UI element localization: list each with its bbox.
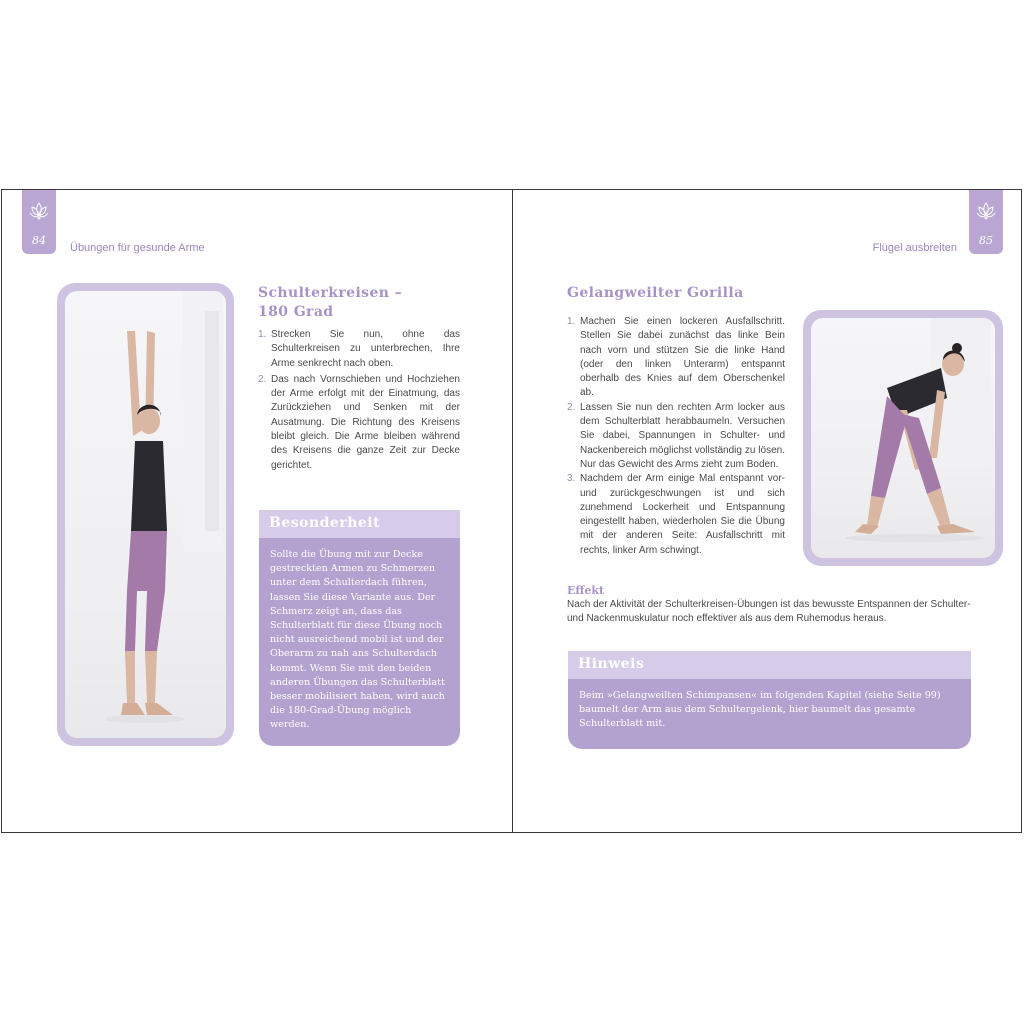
exercise-steps xyxy=(258,328,460,473)
box-heading-bar xyxy=(259,510,460,538)
page-number: 84 xyxy=(32,234,46,247)
exercise-title: Gelangweilter Gorilla xyxy=(567,285,744,301)
exercise-photo-frame xyxy=(57,283,234,746)
box-heading: Hinweis xyxy=(578,656,645,672)
step-number: 1. xyxy=(567,316,576,327)
step-item xyxy=(567,472,785,558)
step-item xyxy=(258,328,460,371)
step-number: 2. xyxy=(567,401,576,413)
page-tab-left xyxy=(22,190,56,254)
exercise-steps xyxy=(567,315,785,558)
step-text: Nachdem der Arm einige Mal entspannt vor- und zurückgeschwungen ist und sich zunehmend Lockerheit und Entspannung eingestellt haben, wiederholen Sie die Übung mit der anderen Seite: Ausfallschritt mit rechts, linker Arm schwingt. xyxy=(580,473,785,556)
step-text: Lassen Sie nun den rechten Arm locker aus dem Schulterblatt herabbaumeln. Versuchen Sie dabei, Spannungen in Schulter- und Nackenbereich möglichst vollständig zu lösen. Nur das Gewicht des Arms zieht zum Boden. xyxy=(580,401,785,470)
exercise-title-line-1: Schulterkreisen – xyxy=(258,285,403,301)
hinweis-box xyxy=(568,651,971,749)
exercise-title xyxy=(258,284,458,322)
step-item xyxy=(567,315,785,401)
exercise-title-line-2: 180 Grad xyxy=(258,304,334,320)
lotus-icon xyxy=(28,200,50,222)
box-heading-bar xyxy=(568,651,971,679)
woman-arms-raised-figure xyxy=(65,291,226,738)
left-page xyxy=(2,190,513,832)
exercise-photo xyxy=(811,318,995,558)
exercise-photo-frame xyxy=(803,310,1003,566)
lotus-icon xyxy=(975,200,997,222)
step-number: 1. xyxy=(258,329,267,340)
woman-lunge-figure xyxy=(811,318,995,558)
step-item xyxy=(567,401,785,472)
step-item xyxy=(258,373,460,473)
running-head: Flügel ausbreiten xyxy=(872,242,957,254)
box-text: Beim »Gelangweilten Schimpansen« im folgenden Kapitel (siehe Seite 99) baumelt der Arm aus dem Schultergelenk, hier baumelt das gesamte Schulterblatt mit. xyxy=(579,690,941,730)
step-text: Strecken Sie nun, ohne das Schulterkreisen zu unterbrechen, Ihre Arme senkrecht nach oben. xyxy=(271,329,460,369)
step-text: Das nach Vornschieben und Hochziehen der Arme erfolgt mit der Einatmung, das Zurückziehen und Senken mit der Ausatmung. Die Richtung des Kreisens bleibt gleich. Die Arme bleiben während des Kreisens die ganze Zeit zur Decke gerichtet. xyxy=(271,373,460,471)
exercise-photo xyxy=(65,291,226,738)
besonderheit-box xyxy=(259,510,460,746)
page-number: 85 xyxy=(979,234,993,247)
step-number: 2. xyxy=(258,373,267,385)
book-spread xyxy=(1,189,1022,833)
right-page xyxy=(513,190,1023,832)
step-number: 3. xyxy=(567,473,576,485)
box-heading: Besonderheit xyxy=(269,515,381,531)
step-text: Machen Sie einen lockeren Ausfallschritt. Stellen Sie dabei zunächst das linke Bein nach vorn und stützen Sie die linke Hand (oder den linken Unterarm) entspannt oberhalb des Knies auf dem Oberschenkel ab. xyxy=(580,316,785,399)
effekt-heading: Effekt xyxy=(567,584,605,597)
page-tab-right xyxy=(969,190,1003,254)
running-head: Übungen für gesunde Arme xyxy=(70,242,205,254)
box-text: Sollte die Übung mit zur Decke gestreckten Armen zu Schmerzen unter dem Schulterdach führen, lassen Sie diese Variante aus. Der Schmerz zeigt an, dass das Schulterblatt für diese Übung noch nicht ausreichend mobil ist und der Oberarm zu nah ans Schulterdach kommt. Wenn Sie mit den beiden anderen Übungen das Schulterblatt besser mobilisiert haben, wird auch die 180-Grad-Übung möglich werden. xyxy=(270,549,445,731)
effekt-text: Nach der Aktivität der Schulterkreisen-Übungen ist das bewusste Entspannen der Schulter- und Nackenmuskulatur noch effektiver als aus dem Ruhemodus heraus. xyxy=(567,599,971,625)
